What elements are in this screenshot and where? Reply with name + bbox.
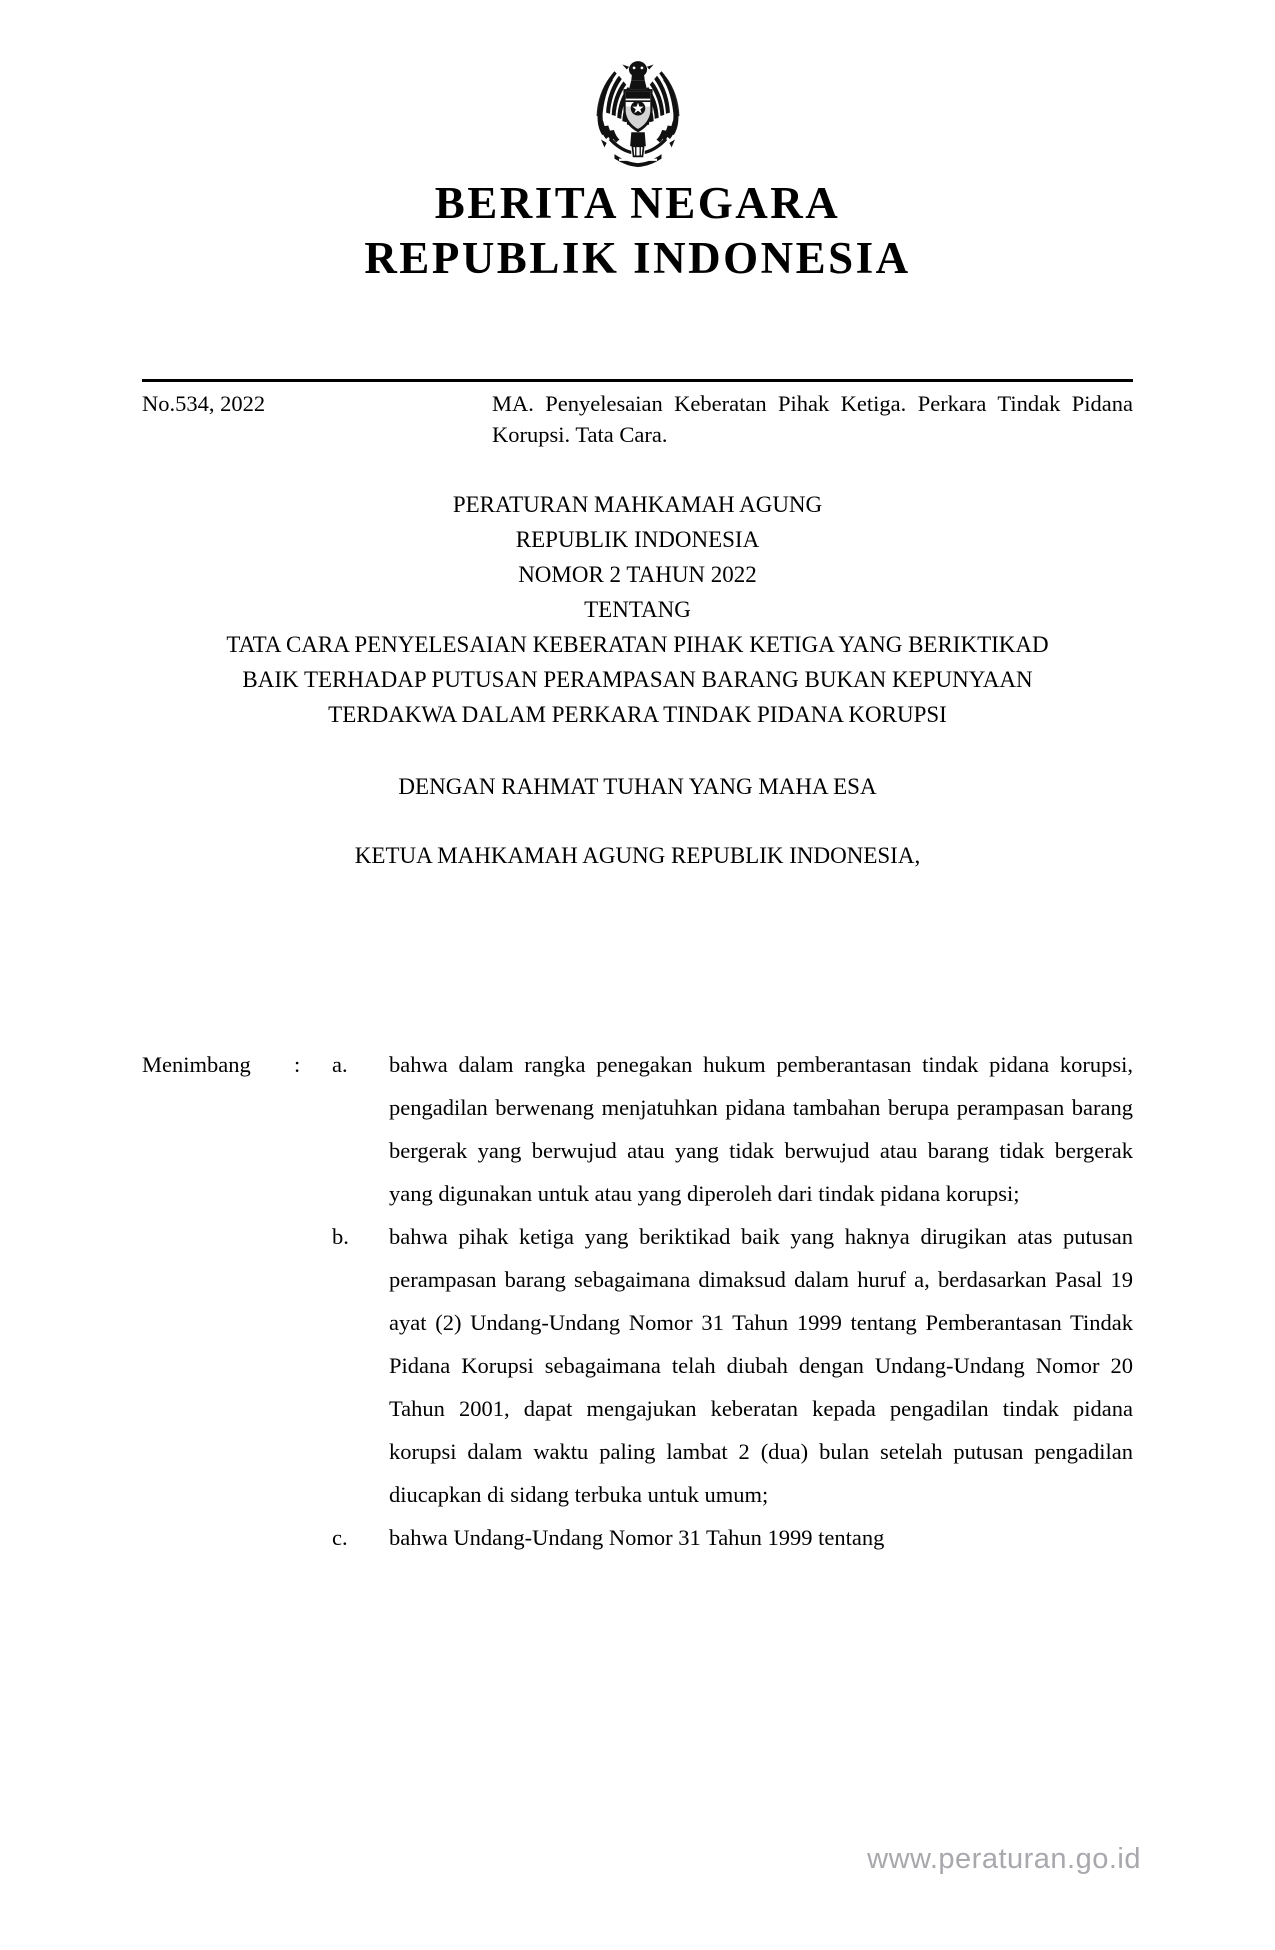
heading-number: NOMOR 2 TAHUN 2022 bbox=[518, 562, 757, 587]
consideration-marker-b: b. bbox=[332, 1224, 349, 1249]
garuda-pancasila-emblem bbox=[582, 52, 694, 170]
heading-spacer-2 bbox=[110, 804, 1165, 838]
consideration-marker-a: a. bbox=[332, 1052, 348, 1077]
masthead-title-line-2: REPUBLIK INDONESIA bbox=[364, 233, 911, 283]
consideration-marker-c: c. bbox=[332, 1525, 348, 1550]
considerations-colon: : bbox=[294, 1052, 301, 1077]
considerations-section bbox=[142, 1043, 1133, 1559]
heading-block bbox=[110, 487, 1165, 873]
consideration-text-c: bahwa Undang-Undang Nomor 31 Tahun 1999 tentang bbox=[389, 1525, 885, 1550]
issue-line bbox=[142, 388, 1133, 450]
heading-title-line-3: TERDAKWA DALAM PERKARA TINDAK PIDANA KORUPSI bbox=[328, 702, 947, 727]
masthead-divider bbox=[142, 379, 1133, 382]
heading-country: REPUBLIK INDONESIA bbox=[515, 527, 760, 552]
consideration-item-b bbox=[142, 1215, 1133, 1516]
consideration-item-a bbox=[142, 1043, 1133, 1215]
masthead-title-line-1: BERITA NEGARA bbox=[434, 178, 841, 228]
heading-about: TENTANG bbox=[584, 597, 691, 622]
issue-number: No.534, 2022 bbox=[142, 391, 266, 416]
footer-watermark: www.peraturan.go.id bbox=[867, 1843, 1141, 1875]
heading-authority: KETUA MAHKAMAH AGUNG REPUBLIK INDONESIA, bbox=[354, 843, 921, 868]
heading-title-line-2: BAIK TERHADAP PUTUSAN PERAMPASAN BARANG BUKAN KEPUNYAAN bbox=[242, 667, 1033, 692]
consideration-text-b: bahwa pihak ketiga yang beriktikad baik yang haknya dirugikan atas putusan perampasan barang sebagaimana dimaksud dalam huruf a, berdasarkan Pasal 19 ayat (2) Undang-Undang Nomor 31 Tahun 1999 tentang Pemberantasan Tindak Pidana Korupsi sebagaimana telah diubah dengan Undang-Undang Nomor 20 Tahun 2001, dapat mengajukan keberatan kepada pengadilan tindak pidana korupsi dalam waktu paling lambat 2 (dua) bulan setelah putusan pengadilan diucapkan di sidang terbuka untuk umum; bbox=[389, 1224, 1133, 1507]
heading-spacer-1 bbox=[110, 732, 1165, 769]
considerations-label: Menimbang bbox=[142, 1052, 251, 1077]
heading-blessing: DENGAN RAHMAT TUHAN YANG MAHA ESA bbox=[398, 774, 877, 799]
consideration-item-c bbox=[142, 1516, 1133, 1559]
issue-subject: MA. Penyelesaian Keberatan Pihak Ketiga. Perkara Tindak Pidana Korupsi. Tata Cara. bbox=[492, 391, 1133, 447]
consideration-text-a: bahwa dalam rangka penegakan hukum pemberantasan tindak pidana korupsi, pengadilan berwenang menjatuhkan pidana tambahan berupa perampasan barang bergerak yang berwujud atau yang tidak berwujud atau barang tidak bergerak yang digunakan untuk atau yang diperoleh dari tindak pidana korupsi; bbox=[389, 1052, 1133, 1206]
masthead bbox=[142, 52, 1133, 286]
heading-title-line-1: TATA CARA PENYELESAIAN KEBERATAN PIHAK KETIGA YANG BERIKTIKAD bbox=[226, 632, 1049, 657]
heading-institution: PERATURAN MAHKAMAH AGUNG bbox=[452, 492, 823, 517]
